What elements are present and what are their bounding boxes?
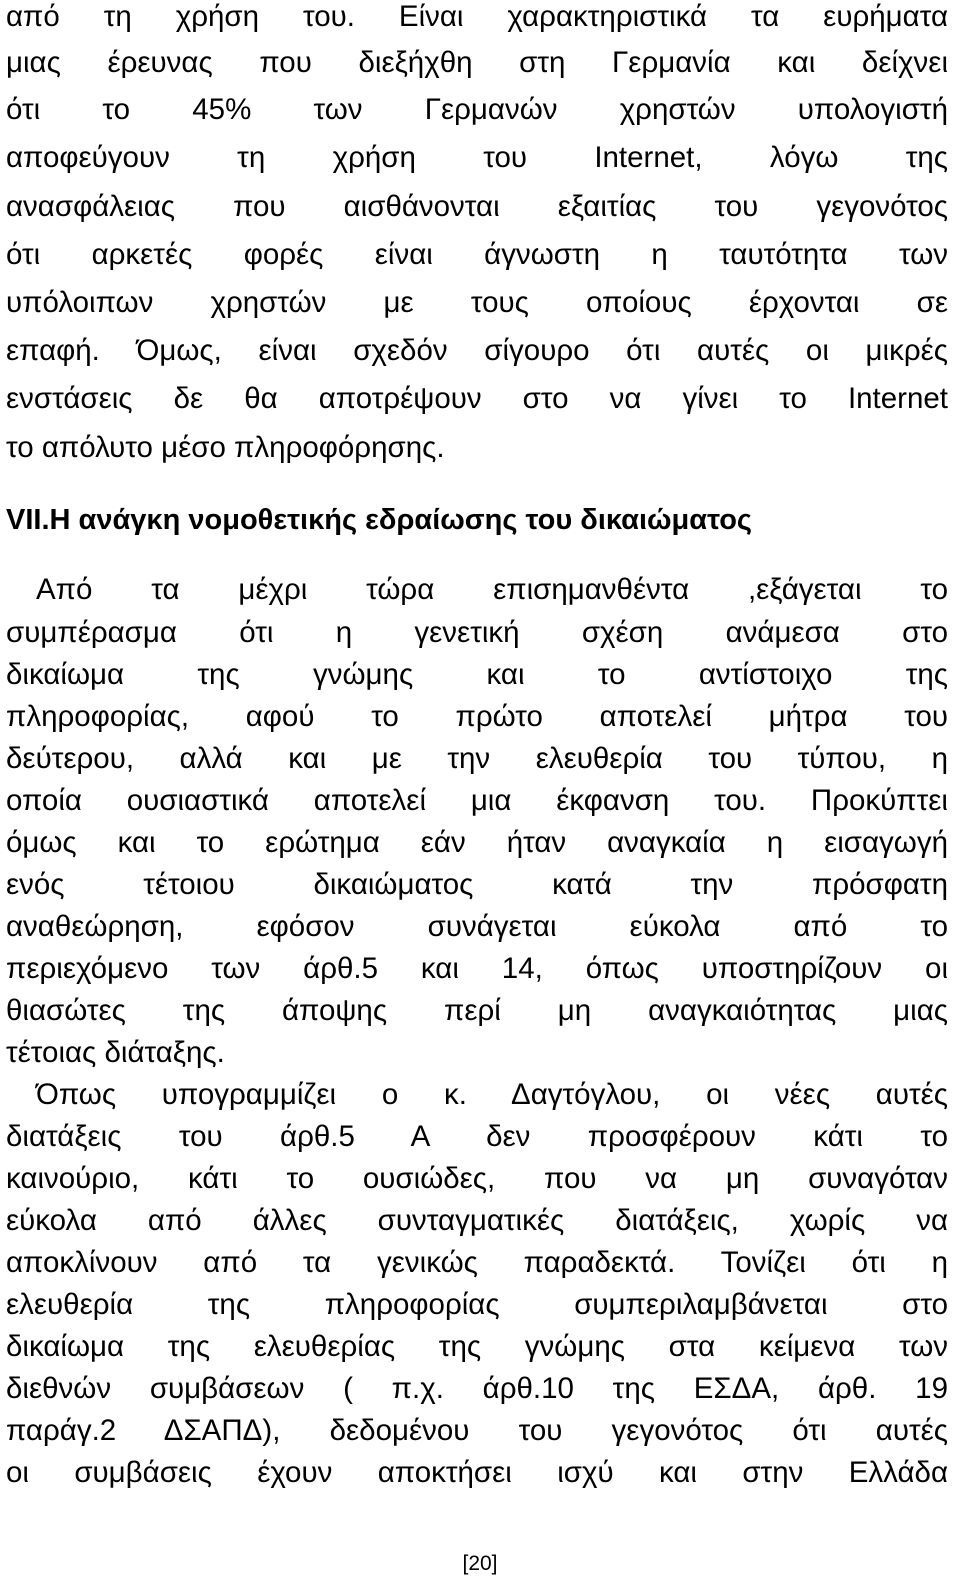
text-line: Όπως υπογραμμίζει ο κ. Δαγτόγλου, οι νέες αυτές xyxy=(36,1078,948,1111)
section-heading: VII.Η ανάγκη νομοθετικής εδραίωσης του δικαιώματος xyxy=(6,504,753,536)
text-line: δικαίωμα της ελευθερίας της γνώμης στα κείμενα των xyxy=(6,1330,948,1363)
text-line: αποφεύγουν τη χρήση του Internet, λόγω της xyxy=(6,141,948,174)
text-line: ελευθερία της πληροφορίας συμπεριλαμβάνεται στο xyxy=(6,1288,948,1321)
text-line: πληροφορίας, αφού το πρώτο αποτελεί μήτρα του xyxy=(6,700,948,733)
text-line: δικαίωμα της γνώμης και το αντίστοιχο της xyxy=(6,658,948,691)
text-line: ενστάσεις δε θα αποτρέψουν στο να γίνει το Internet xyxy=(6,382,948,415)
text-line: καινούριο, κάτι το ουσιώδες, που να μη συναγόταν xyxy=(6,1162,948,1195)
text-line: δεύτερου, αλλά και με την ελευθερία του τύπου, η xyxy=(6,742,948,775)
text-line: διεθνών συμβάσεων ( π.χ. άρθ.10 της ΕΣΔΑ, άρθ. 19 xyxy=(6,1372,948,1405)
text-line: ότι το 45% των Γερμανών χρηστών υπολογιστή xyxy=(6,93,948,126)
page-number: [20] xyxy=(462,1552,498,1575)
text-line: υπόλοιπων χρηστών με τους οποίους έρχονται σε xyxy=(6,286,948,319)
text-line: το απόλυτο μέσο πληροφόρησης. xyxy=(6,431,445,464)
text-line: οποία ουσιαστικά αποτελεί μια έκφανση του. Προκύπτει xyxy=(6,784,948,817)
text-line: ενός τέτοιου δικαιώματος κατά την πρόσφατη xyxy=(6,868,948,901)
text-line: τέτοιας διάταξης. xyxy=(6,1036,225,1069)
text-line: Από τα μέχρι τώρα επισημανθέντα ,εξάγεται το xyxy=(36,573,948,606)
text-line: θιασώτες της άποψης περί μη αναγκαιότητας μιας xyxy=(6,994,948,1027)
text-line: διατάξεις του άρθ.5 Α δεν προσφέρουν κάτι το xyxy=(6,1120,948,1153)
text-line: αποκλίνουν από τα γενικώς παραδεκτά. Τονίζει ότι η xyxy=(6,1246,948,1279)
text-line: από τη χρήση του. Είναι χαρακτηριστικά τα ευρήματα xyxy=(6,0,948,33)
text-line: μιας έρευνας που διεξήχθη στη Γερμανία και δείχνει xyxy=(6,46,948,79)
text-line: συμπέρασμα ότι η γενετική σχέση ανάμεσα στο xyxy=(6,616,948,649)
text-line: αναθεώρηση, εφόσον συνάγεται εύκολα από το xyxy=(6,910,948,943)
text-line: όμως και το ερώτημα εάν ήταν αναγκαία η εισαγωγή xyxy=(6,826,948,859)
text-line: ότι αρκετές φορές είναι άγνωστη η ταυτότητα των xyxy=(6,238,948,271)
text-line: περιεχόμενο των άρθ.5 και 14, όπως υποστηρίζουν οι xyxy=(6,952,948,985)
text-line: οι συμβάσεις έχουν αποκτήσει ισχύ και στην Ελλάδα xyxy=(6,1456,948,1489)
text-line: παράγ.2 ΔΣΑΠΔ), δεδομένου του γεγονότος ότι αυτές xyxy=(6,1414,948,1447)
text-line: ανασφάλειας που αισθάνονται εξαιτίας του γεγονότος xyxy=(6,190,948,223)
text-line: επαφή. Όμως, είναι σχεδόν σίγουρο ότι αυτές οι μικρές xyxy=(6,334,948,367)
text-line: εύκολα από άλλες συνταγματικές διατάξεις, χωρίς να xyxy=(6,1204,948,1237)
